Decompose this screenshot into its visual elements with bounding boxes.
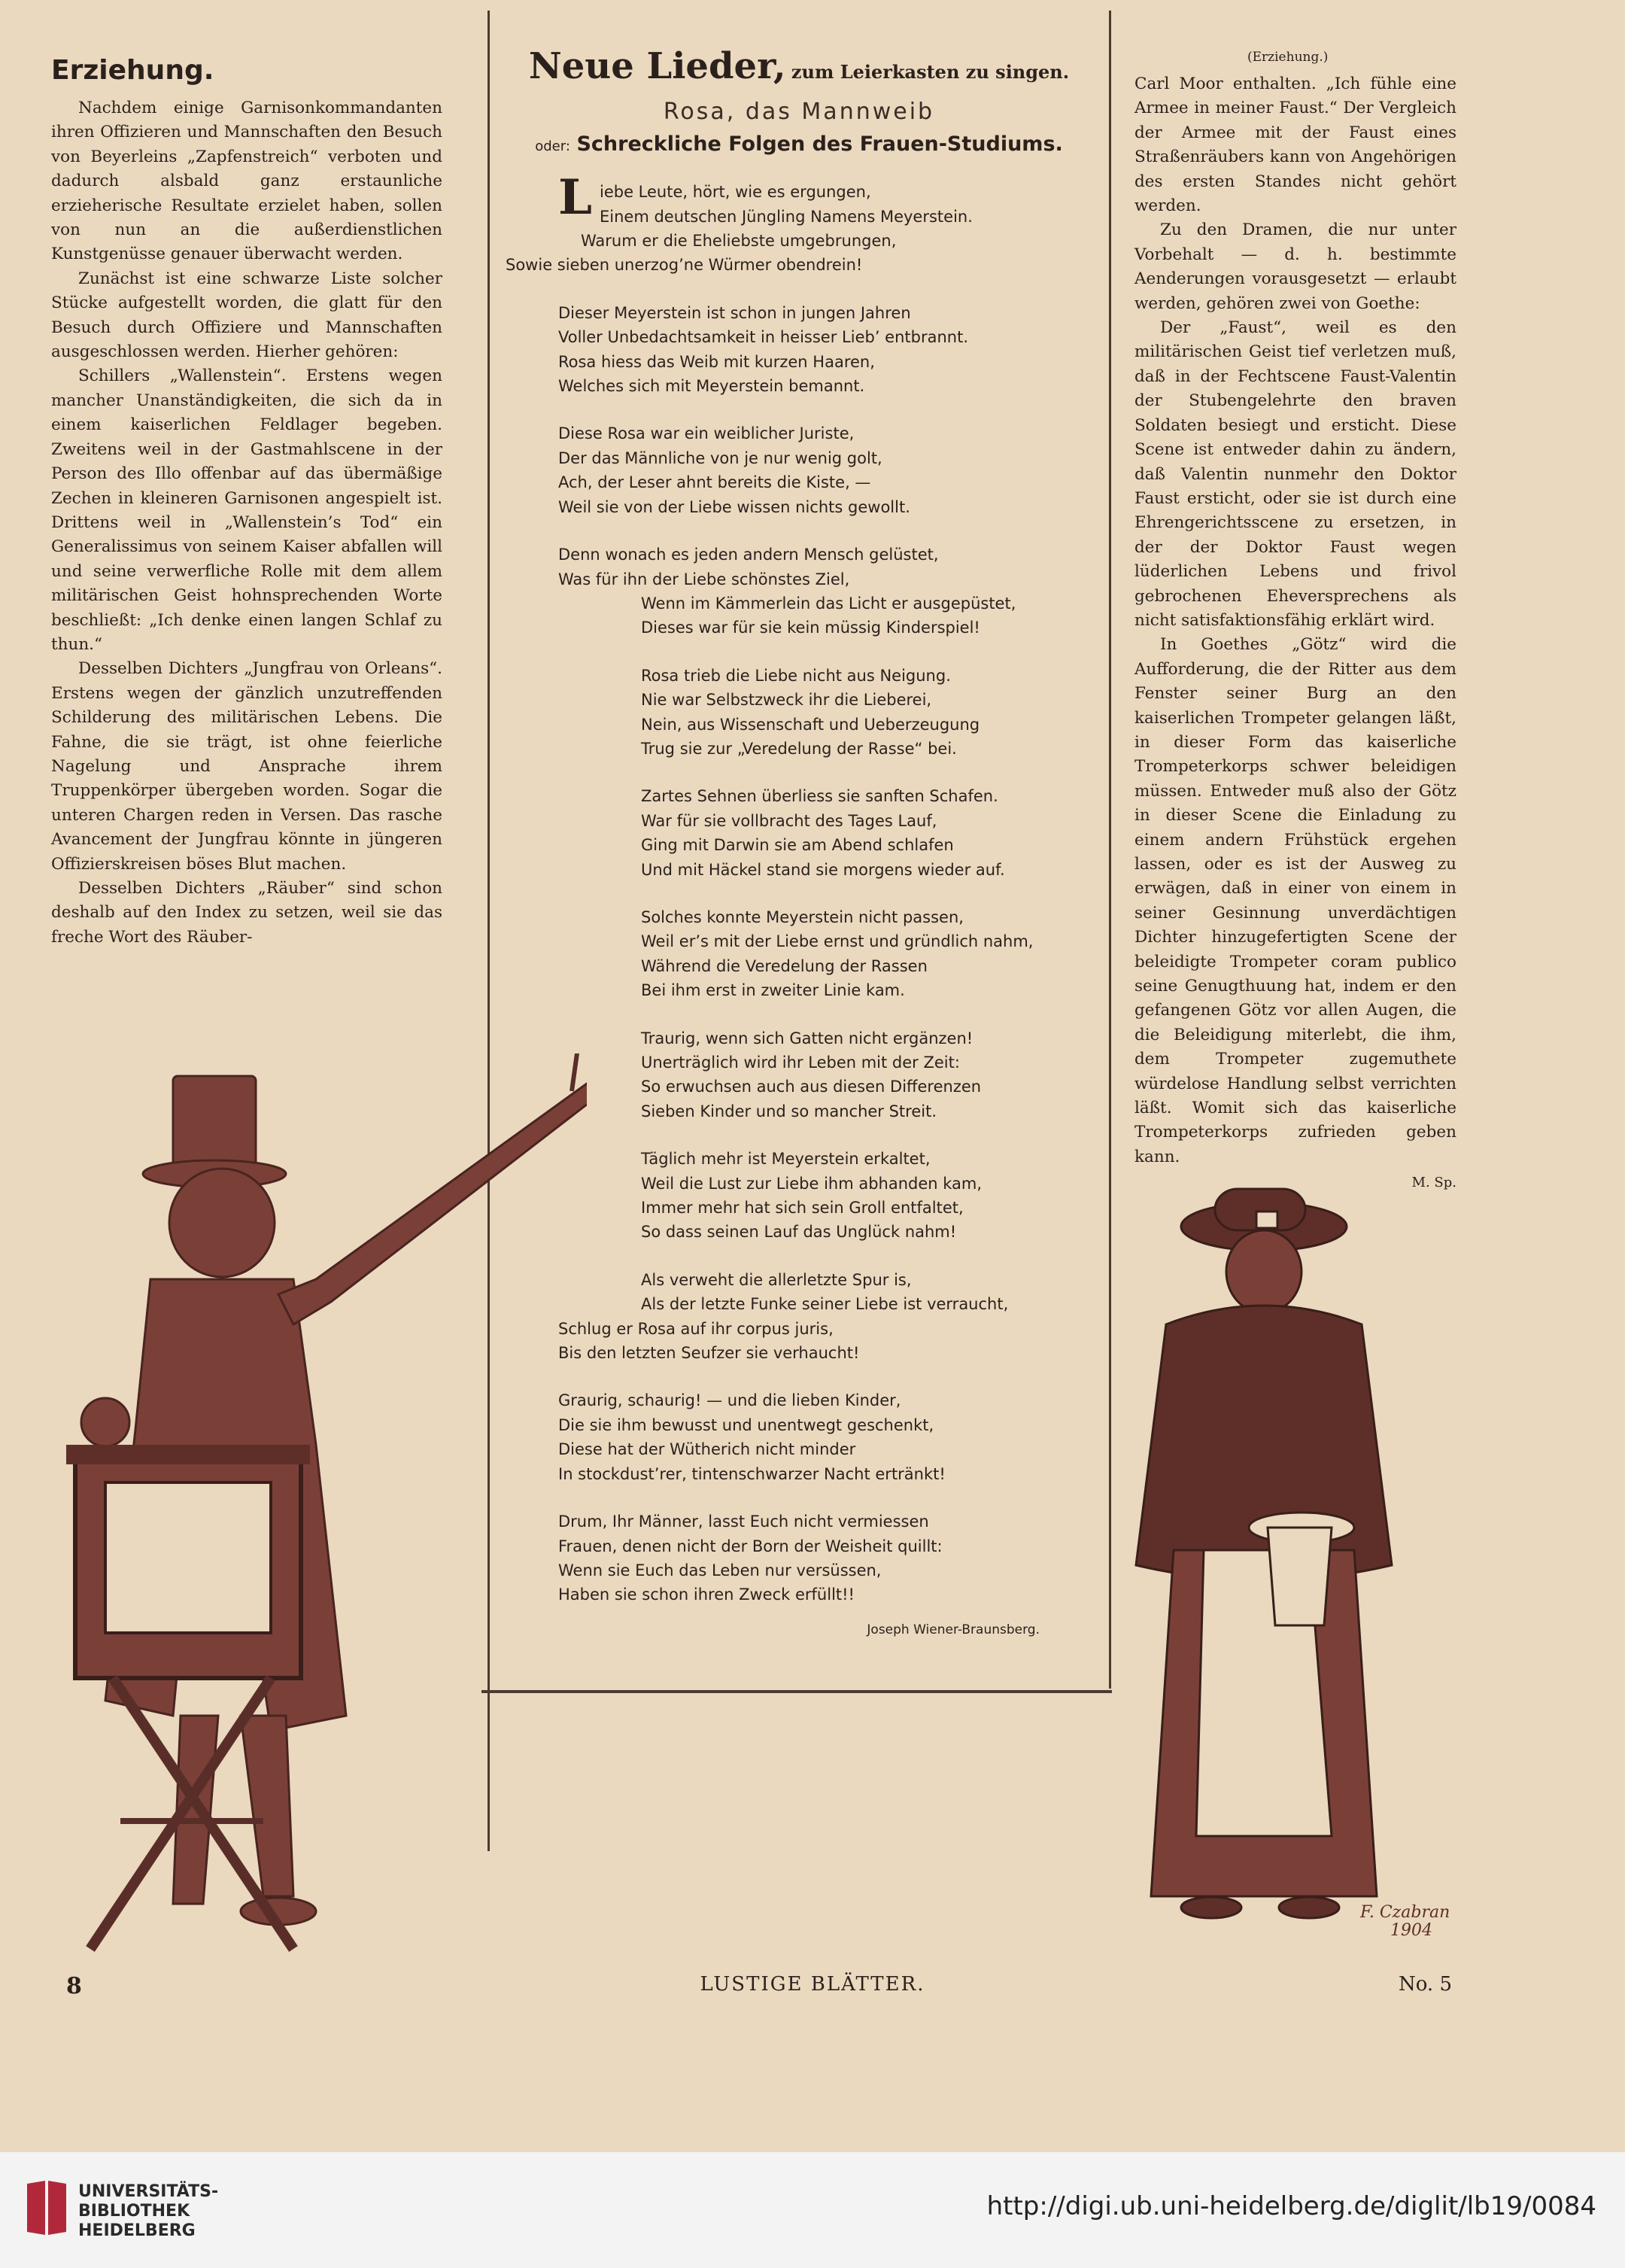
woman-illustration	[1083, 1174, 1437, 1934]
verse-line: Täglich mehr ist Meyerstein erkaltet,	[641, 1150, 931, 1169]
artist-name: F. Czabran	[1360, 1903, 1450, 1922]
poem-author: Joseph Wiener-Braunsberg.	[867, 1622, 1040, 1637]
verse-line: Voller Unbedachtsamkeit in heisser Lieb’ entbrannt.	[558, 328, 968, 347]
article-heading: Erziehung.	[51, 55, 214, 86]
stanza	[558, 543, 1092, 640]
library-name-line: BIBLIOTHEK	[78, 2202, 190, 2221]
verse-line: Während die Veredelung der Rassen	[641, 956, 928, 975]
verse-line: Graurig, schaurig! — und die lieben Kinder,	[558, 1391, 901, 1410]
poem-column	[506, 45, 1092, 1642]
right-column	[1134, 72, 1456, 1196]
verse-line: Bei ihm erst in zweiter Linie kam.	[641, 981, 905, 1000]
stanza	[558, 664, 1092, 762]
paragraph: Desselben Dichters „Jungfrau von Orleans“. Erstens wegen der gänzlich unzutreffenden Schilderung des militärischen Lebens. Die Fahne, die sie trägt, ist ohne feierliche Nagelung und Ansprache ihrem Truppenkörper übergeben worden. Sogar die unteren Chargen reden in Versen. Das rasche Avancement der Jungfrau könnte in jüngeren Offizierskreisen böses Blut machen.	[51, 659, 442, 874]
verse-line: Denn wonach es jeden andern Mensch gelüstet,	[558, 546, 939, 564]
stanza	[506, 169, 1092, 278]
verse-line: Die sie ihm bewusst und unentwegt geschenkt,	[558, 1415, 934, 1434]
verse-line: Wenn im Kämmerlein das Licht er ausgepüstet,	[641, 594, 1016, 613]
poem-subtitle-2-text: Schreckliche Folgen des Frauen-Studiums.	[576, 132, 1063, 156]
stanza	[558, 1268, 1092, 1366]
verse-line: Wenn sie Euch das Leben nur versüssen,	[558, 1561, 882, 1579]
verse-line: Diese Rosa war ein weiblicher Juriste,	[558, 424, 855, 443]
page-number: 8	[66, 1973, 82, 1999]
stanza	[558, 1388, 1092, 1486]
stanza	[558, 1147, 1092, 1245]
verse-line: Drum, Ihr Männer, lasst Euch nicht vermiessen	[558, 1513, 929, 1531]
stanza	[558, 1026, 1092, 1124]
verse-line: Dieser Meyerstein ist schon in jungen Jahren	[558, 303, 911, 322]
oder-label: oder:	[535, 138, 570, 154]
paragraph: Der „Faust“, weil es den militärischen Geist tief verletzen muß, daß in der Fechtscene Faust-Valentin der Stubengelehrte den braven Soldaten besiegt und ersticht. Diese Scene ist entweder dahin zu ändern, daß Valentin nunmehr den Doktor Faust ersticht, oder sie ist durch eine Ehrengerichtsscene zu ersetzen, in der der Doktor Faust wegen lüderlichen Lebens und frivol gebrochenen Eheversprechens als nicht satisfaktionsfähig erklärt wird.	[1134, 318, 1456, 630]
poem-title-sub: zum Leierkasten zu singen.	[791, 61, 1070, 83]
poem-subtitle-2	[506, 132, 1092, 159]
verse-line: Weil sie von der Liebe wissen nichts gewollt.	[558, 497, 910, 516]
article-signature: M. Sp.	[1411, 1175, 1456, 1191]
verse-line: Weil die Lust zur Liebe ihm abhanden kam,	[641, 1174, 983, 1193]
stanza	[558, 784, 1092, 882]
verse-line: Immer mehr hat sich sein Groll entfaltet,	[641, 1199, 964, 1218]
verse-line: Dieses war für sie kein müssig Kinderspiel!	[641, 619, 980, 637]
library-name-line: UNIVERSITÄTS-	[78, 2182, 219, 2201]
verse-line: So erwuchsen auch aus diesen Differenzen	[641, 1078, 982, 1096]
verse-line: Haben sie schon ihren Zweck erfüllt!!	[558, 1585, 855, 1604]
library-name	[78, 2182, 218, 2241]
verse-line: Der das Männliche von je nur wenig golt,	[558, 448, 882, 467]
verse-line: War für sie vollbracht des Tages Lauf,	[641, 811, 937, 830]
verse-line: Solches konnte Meyerstein nicht passen,	[641, 908, 964, 926]
verse-line: Trug sie zur „Veredelung der Rasse“ bei.	[641, 739, 957, 758]
verse-line: Rosa hiess das Weib mit kurzen Haaren,	[558, 352, 875, 371]
verse-line: Einem deutschen Jüngling Namens Meyerstein.	[600, 207, 973, 226]
verse-line: iebe Leute, hört, wie es ergungen,	[600, 183, 871, 202]
stanza	[558, 1509, 1092, 1607]
library-name-line: HEIDELBERG	[78, 2221, 196, 2240]
verse-line: Was für ihn der Liebe schönstes Ziel,	[558, 570, 850, 588]
verse-line: Frauen, denen nicht der Born der Weisheit quillt:	[558, 1537, 943, 1555]
verse-line: Weil er’s mit der Liebe ernst und gründlich nahm,	[641, 932, 1034, 951]
stanza	[558, 421, 1092, 519]
verse-line: Zartes Sehnen überliess sie sanften Schafen.	[641, 787, 998, 806]
stanza	[558, 301, 1092, 399]
paragraph: Desselben Dichters „Räuber“ sind schon deshalb auf den Index zu setzen, weil sie das freche Wort des Räuber-	[51, 879, 442, 947]
stanza	[558, 905, 1092, 1003]
verse-line: Unerträglich wird ihr Leben mit der Zeit:	[641, 1053, 960, 1072]
university-library-logo-icon	[24, 2178, 69, 2238]
verse-line: Sieben Kinder und so mancher Streit.	[641, 1102, 937, 1120]
issue-number: No. 5	[1398, 1973, 1452, 1996]
verse-line: Als verweht die allerletzte Spur is,	[641, 1270, 912, 1289]
verse-line: Traurig, wenn sich Gatten nicht ergänzen!	[641, 1029, 973, 1047]
source-url-link[interactable]: http://digi.ub.uni-heidelberg.de/diglit/lb19/0084	[986, 2191, 1596, 2221]
verse-line: Welches sich mit Meyerstein bemannt.	[558, 377, 865, 396]
verse-line: Ging mit Darwin sie am Abend schlafen	[641, 836, 954, 855]
verse-line: Nein, aus Wissenschaft und Ueberzeugung	[641, 715, 980, 734]
verse-line: Bis den letzten Seufzer sie verhaucht!	[558, 1344, 860, 1363]
verse-line: So dass seinen Lauf das Unglück nahm!	[641, 1223, 957, 1242]
continued-label: (Erziehung.)	[1247, 50, 1329, 65]
verse-line: Sowie sieben unerzog’ne Würmer obendrein!	[506, 256, 863, 275]
paragraph: Nachdem einige Garnisonkommandanten ihren Offizieren und Mannschaften den Besuch von Beyerleins „Zapfenstreich“ verboten und dadurch alsbald ganz erstaunliche erzieherische Resultate erzielet haben, sollen von nun an die außerdienstlichen Kunstgenüsse genauer überwacht werden.	[51, 99, 442, 264]
paragraph: Zu den Dramen, die nur unter Vorbehalt — d. h. bestimmte Aenderungen vorausgesetzt — erlaubt werden, gehören zwei von Goethe:	[1134, 220, 1456, 313]
verse-line: Ach, der Leser ahnt bereits die Kiste, —	[558, 473, 871, 492]
library-bar	[0, 2152, 1625, 2268]
paragraph: In Goethes „Götz“ wird die Aufforderung, die der Ritter aus dem Fenster seiner Burg an den kaiserlichen Trompeter gelangen läßt, in dieser Form das kaiserliche Trompeterkorps schwer beleidigen müssen. Entweder muß also der Götz in dieser Scene die Einladung zu einem andern Frühstück ergehen lassen, oder es ist der Ausweg zu erwägen, daß in einer von einem in seiner Gesinnung unverdächtigen Dichter hinzugefertigten Scene der beleidigte Trompeter coram publico seine Genugthuung hat, indem er den gefangenen Götz vor allen Augen, die die Beleidigung miterlebt, die ihm, dem Trompeter zugemuthete würdelose Handlung selbst verrichten läßt. Womit sich das kaiserliche Trompeterkorps zufrieden geben kann.	[1134, 635, 1456, 1166]
verse-line: Diese hat der Wütherich nicht minder	[558, 1440, 856, 1459]
paragraph: Schillers „Wallenstein“. Erstens wegen mancher Unanständigkeiten, die sich da in einem kaiserlichen Feldlager begeben. Zweitens weil in der Gastmahlscene in der Person des Illo offenbar auf das übermäßige Zechen in kleineren Garnisonen angespielt ist. Drittens weil in „Wallenstein’s Tod“ ein Generalissimus von seinem Kaiser abfallen will und seine verwerfliche Rolle mit dem allem militärischen Geist hohnsprechenden Worte beschließt: „Ich denke einen langen Schlaf zu thun.“	[51, 366, 442, 654]
verse-line: In stockdust’rer, tintenschwarzer Nacht ertränkt!	[558, 1464, 946, 1483]
drop-capital: L	[558, 169, 592, 226]
verse-line: Nie war Selbstzweck ihr die Lieberei,	[641, 691, 932, 710]
paragraph: Carl Moor enthalten. „Ich fühle eine Armee in meiner Faust.“ Der Vergleich der Armee mit der Faust eines Straßenräubers kann von Angehörigen des ersten Standes nicht gehört werden.	[1134, 74, 1456, 216]
artist-year: 1904	[1390, 1921, 1432, 1940]
verse-line: Rosa trieb die Liebe nicht aus Neigung.	[641, 666, 951, 685]
page-footer	[0, 1973, 1625, 2003]
publication-name: LUSTIGE BLÄTTER.	[700, 1973, 925, 1996]
poem-title	[506, 45, 1092, 87]
verse-line: Warum er die Eheliebste umgebrungen,	[581, 232, 897, 251]
organ-grinder-illustration	[45, 1053, 587, 1972]
verse-line: Schlug er Rosa auf ihr corpus juris,	[558, 1319, 834, 1338]
paragraph: Zunächst ist eine schwarze Liste solcher Stücke aufgestellt worden, die glatt für den Besuch durch Offiziere und Mannschaften ausgeschlossen werden. Hierher gehören:	[51, 269, 442, 362]
left-column	[51, 54, 442, 950]
poem-subtitle: Rosa, das Mannweib	[663, 99, 935, 126]
artist-signature	[1360, 1904, 1450, 1940]
verse-line: Als der letzte Funke seiner Liebe ist verraucht,	[641, 1295, 1009, 1314]
verse-line: Und mit Häckel stand sie morgens wieder auf.	[641, 860, 1005, 879]
poem-title-main: Neue Lieder,	[528, 45, 786, 87]
